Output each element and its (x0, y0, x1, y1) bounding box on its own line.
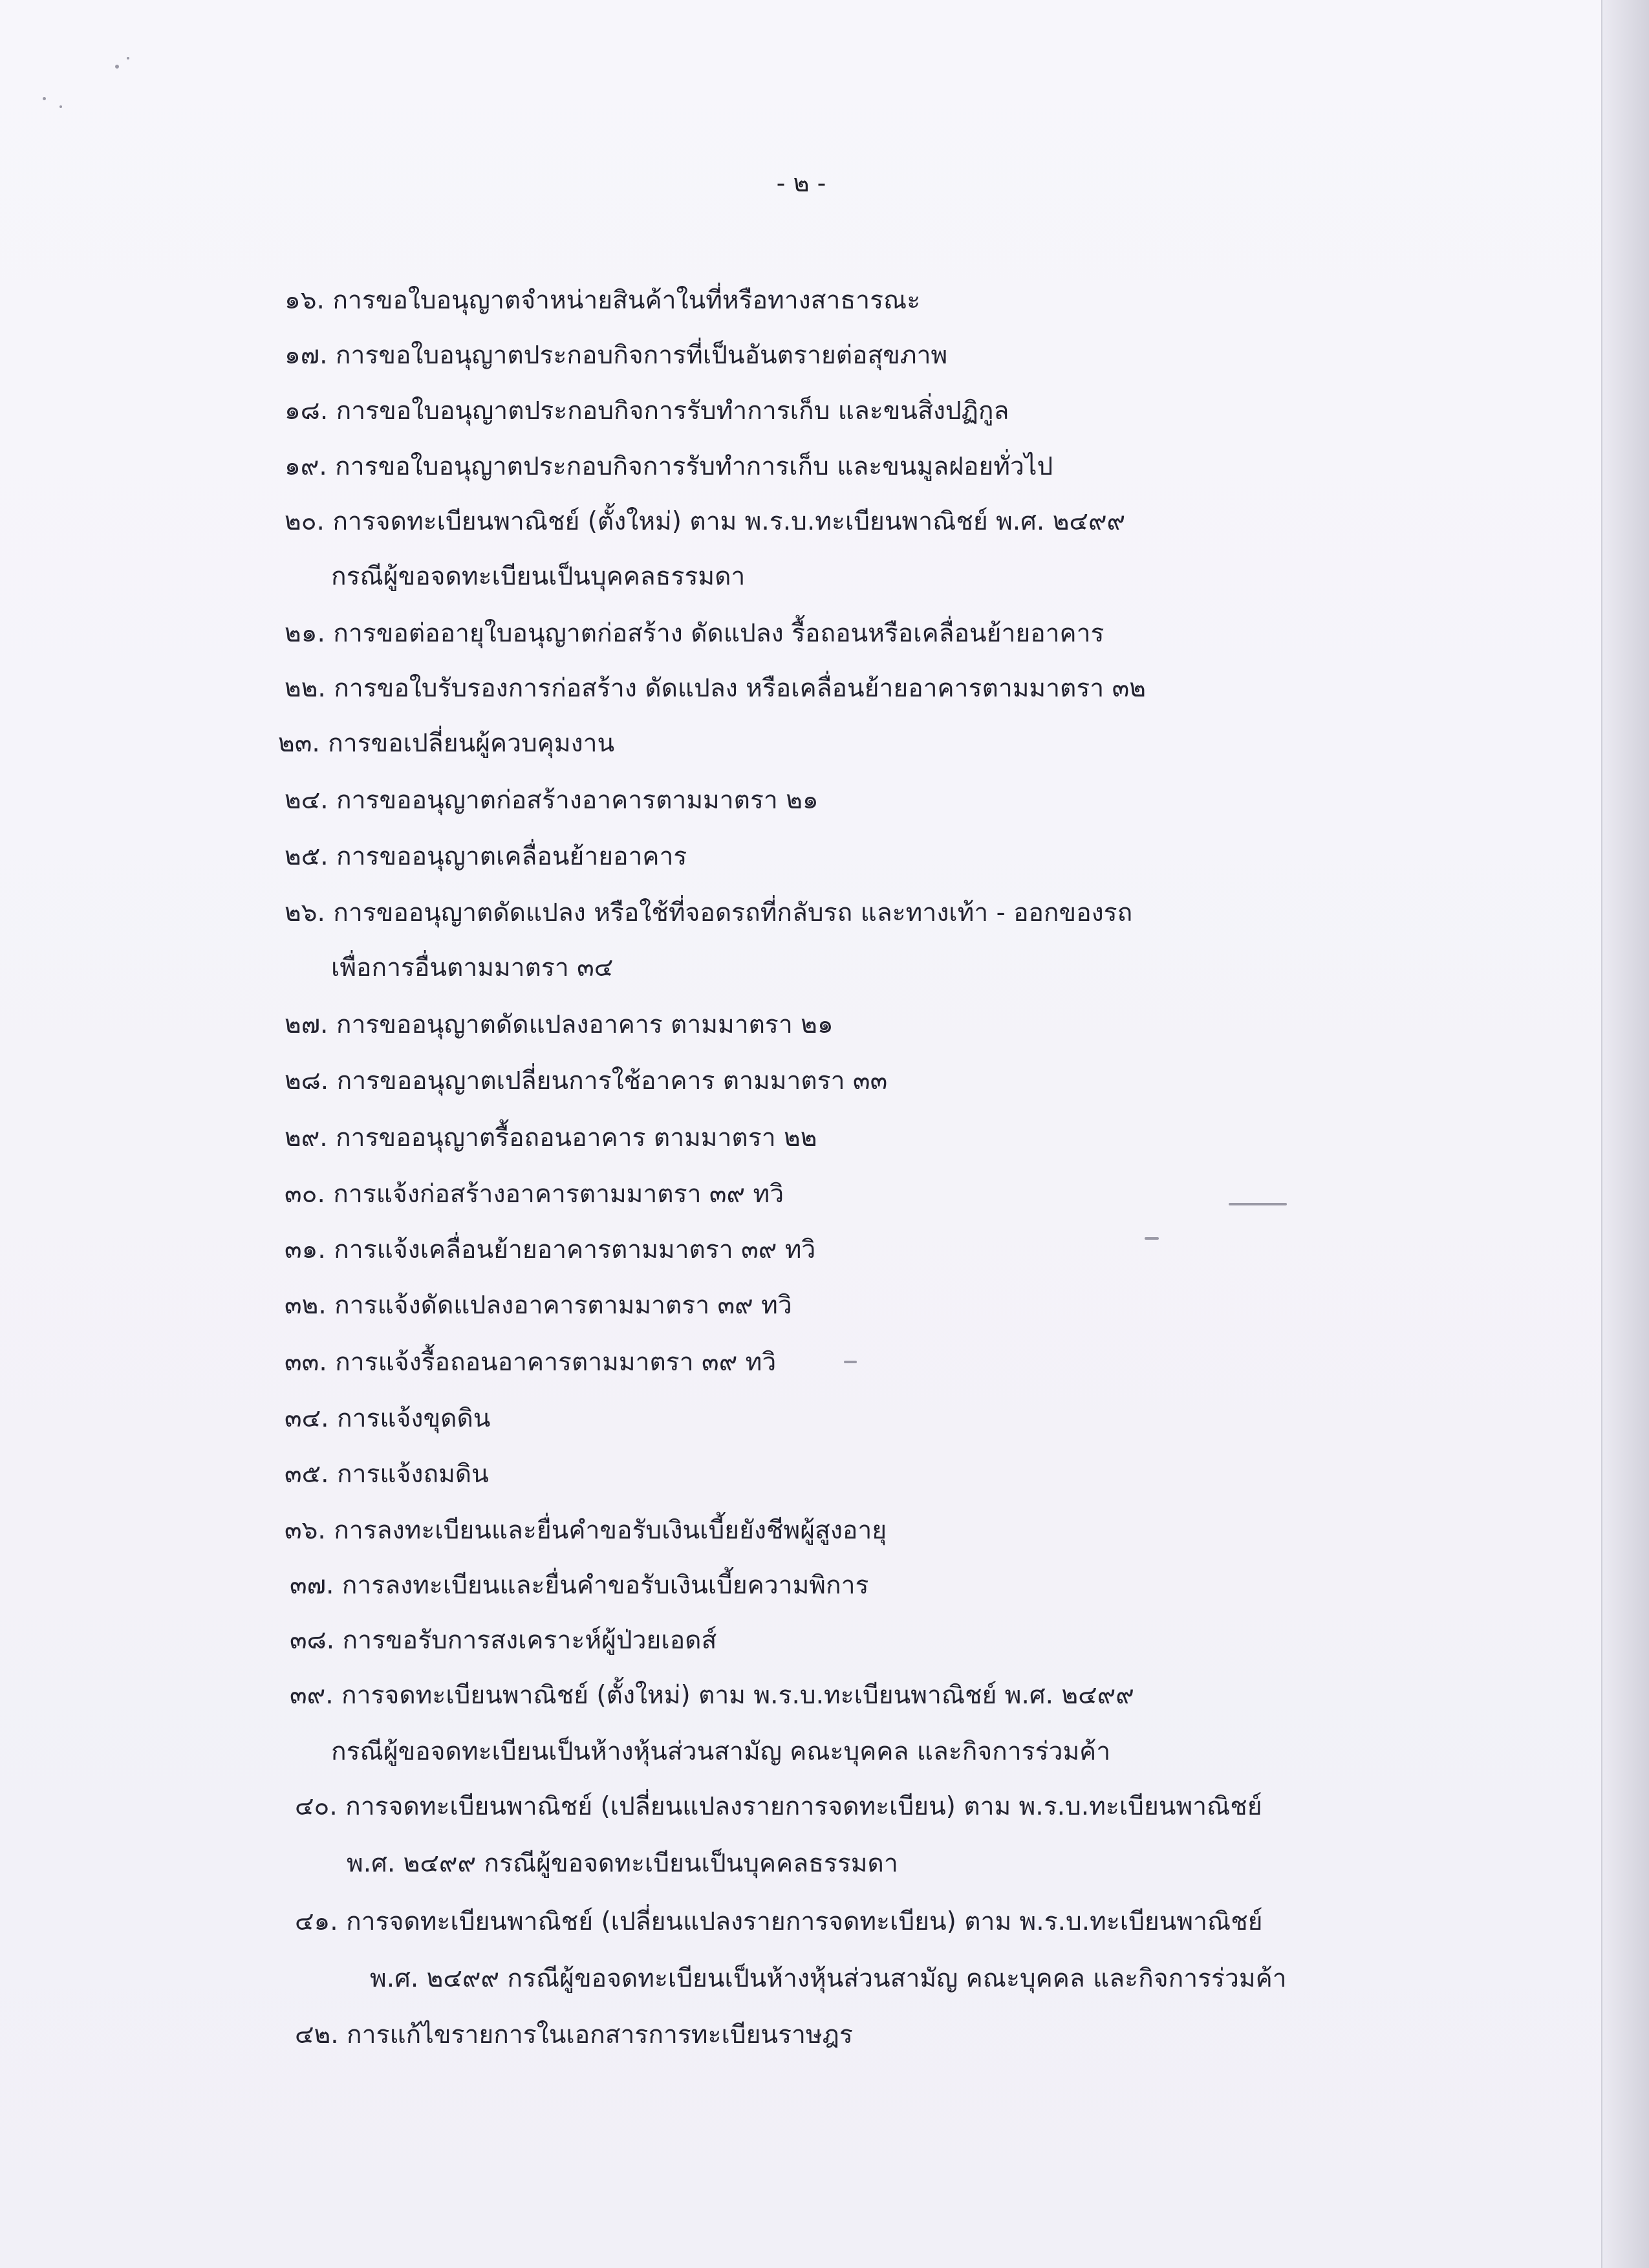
list-item (285, 1180, 784, 1209)
item-number: ๒๘. (285, 1066, 329, 1096)
list-item (285, 1517, 887, 1546)
scan-speck (127, 57, 129, 59)
item-text: การขอรับการสงเคราะห์ผู้ป่วยเอดส์ (334, 1626, 717, 1655)
list-item (295, 2021, 853, 2050)
item-text: การจดทะเบียนพาณิชย์ (เปลี่ยนแปลงรายการจดทะเบียน) ตาม พ.ร.บ.ทะเบียนพาณิชย์ (337, 1792, 1262, 1821)
list-item-continuation: พ.ศ. ๒๔๙๙ กรณีผู้ขอจดทะเบียนเป็นห้างหุ้นส่วนสามัญ คณะบุคคล และกิจการร่วมค้า (370, 1964, 1287, 1993)
item-text: การแจ้งเคลื่อนย้ายอาคารตามมาตรา ๓๙ ทวิ (325, 1235, 816, 1264)
list-item (295, 1908, 1263, 1937)
scan-speck (1229, 1203, 1287, 1205)
item-text: การลงทะเบียนและยื่นคำขอรับเงินเบี้ยความพิการ (334, 1571, 869, 1600)
list-item (285, 1291, 792, 1321)
item-text: การขออนุญาตรื้อถอนอาคาร ตามมาตรา ๒๒ (327, 1123, 817, 1152)
item-number: ๓๗. (290, 1571, 334, 1600)
item-number: ๒๐. (285, 507, 325, 536)
page-edge-shadow (1601, 0, 1649, 2268)
list-item (285, 1405, 490, 1434)
list-item-continuation: กรณีผู้ขอจดทะเบียนเป็นบุคคลธรรมดา (331, 562, 746, 591)
list-item-continuation: พ.ศ. ๒๔๙๙ กรณีผู้ขอจดทะเบียนเป็นบุคคลธรรมดา (347, 1849, 898, 1878)
list-item (285, 1067, 887, 1096)
page-number: - ๒ - (776, 169, 826, 197)
list-item (285, 786, 819, 815)
item-text: การขอต่ออายุใบอนุญาตก่อสร้าง ดัดแปลง รื้อถอนหรือเคลื่อนย้ายอาคาร (325, 619, 1105, 648)
item-text: การขอใบรับรองการก่อสร้าง ดัดแปลง หรือเคลื่อนย้ายอาคารตามมาตรา ๓๒ (325, 674, 1146, 703)
scan-speck (115, 65, 119, 69)
item-text: การลงทะเบียนและยื่นคำขอรับเงินเบี้ยยังชีพผู้สูงอายุ (325, 1516, 887, 1545)
item-number: ๒๙. (285, 1123, 328, 1152)
scan-speck (1145, 1237, 1159, 1240)
item-text: การแจ้งถมดิน (329, 1460, 489, 1489)
item-text: การขอใบอนุญาตจำหน่ายสินค้าในที่หรือทางสาธารณะ (324, 286, 921, 315)
item-text: การแจ้งดัดแปลงอาคารตามมาตรา ๓๙ ทวิ (326, 1291, 792, 1320)
item-text: การจดทะเบียนพาณิชย์ (ตั้งใหม่) ตาม พ.ร.บ.ทะเบียนพาณิชย์ พ.ศ. ๒๔๙๙ (333, 1681, 1134, 1710)
list-item-continuation: กรณีผู้ขอจดทะเบียนเป็นห้างหุ้นส่วนสามัญ คณะบุคคล และกิจการร่วมค้า (331, 1737, 1111, 1766)
item-text: การขออนุญาตดัดแปลง หรือใช้ที่จอดรถที่กลับรถ และทางเท้า - ออกของรถ (325, 898, 1133, 927)
list-item (285, 286, 920, 316)
scan-speck (43, 97, 46, 100)
item-number: ๓๒. (285, 1291, 327, 1320)
item-number: ๒๗. (285, 1010, 329, 1039)
item-number: ๔๑. (295, 1907, 338, 1936)
item-number: ๒๒. (285, 674, 326, 703)
list-item (285, 1460, 489, 1489)
scan-speck (59, 105, 62, 108)
list-item (285, 675, 1146, 704)
list-item (285, 1124, 817, 1153)
item-number: ๒๓. (278, 729, 320, 758)
list-item (285, 899, 1132, 928)
item-number: ๒๔. (285, 786, 329, 815)
list-item (278, 729, 614, 759)
list-item (285, 1236, 815, 1265)
item-text: การขออนุญาตก่อสร้างอาคารตามมาตรา ๒๑ (328, 786, 819, 815)
item-text: การขอใบอนุญาตประกอบกิจการที่เป็นอันตรายต่อสุขภาพ (327, 341, 948, 370)
item-number: ๒๕. (285, 842, 329, 871)
item-number: ๓๓. (285, 1348, 327, 1377)
item-text: การขออนุญาตเปลี่ยนการใช้อาคาร ตามมาตรา ๓๓ (329, 1066, 888, 1096)
list-item (285, 508, 1125, 537)
list-item (290, 1571, 868, 1601)
item-text: การขอใบอนุญาตประกอบกิจการรับทำการเก็บ และขนมูลฝอยทั่วไป (327, 452, 1053, 481)
list-item (285, 1348, 776, 1377)
item-text: การแก้ไขรายการในเอกสารการทะเบียนราษฎร (338, 2020, 853, 2049)
list-item (285, 341, 947, 371)
item-text: การขอใบอนุญาตประกอบกิจการรับทำการเก็บ และขนสิ่งปฏิกูล (328, 396, 1009, 426)
list-item (285, 1011, 834, 1040)
item-text: การขอเปลี่ยนผู้ควบคุมงาน (319, 729, 615, 758)
list-item (290, 1626, 717, 1656)
item-text: การแจ้งรื้อถอนอาคารตามมาตรา ๓๙ ทวิ (327, 1348, 777, 1377)
item-number: ๓๑. (285, 1235, 326, 1264)
item-number: ๔๒. (295, 2020, 339, 2049)
item-number: ๓๘. (290, 1626, 335, 1655)
item-number: ๓๔. (285, 1404, 329, 1433)
item-number: ๑๗. (285, 341, 328, 370)
scan-speck (844, 1361, 857, 1363)
item-number: ๓๐. (285, 1180, 325, 1209)
item-text: การแจ้งขุดดิน (329, 1404, 491, 1433)
list-item (285, 397, 1009, 426)
item-number: ๑๙. (285, 452, 327, 481)
list-item (285, 843, 687, 872)
item-number: ๑๖. (285, 286, 325, 315)
item-number: ๑๘. (285, 396, 329, 426)
list-item (295, 1793, 1262, 1822)
item-number: ๓๕. (285, 1460, 329, 1489)
item-text: การจดทะเบียนพาณิชย์ (ตั้งใหม่) ตาม พ.ร.บ.ทะเบียนพาณิชย์ พ.ศ. ๒๔๙๙ (324, 507, 1126, 536)
list-item (290, 1681, 1134, 1711)
item-text: การขออนุญาตดัดแปลงอาคาร ตามมาตรา ๒๑ (328, 1010, 834, 1039)
item-text: การขออนุญาตเคลื่อนย้ายอาคาร (328, 842, 687, 871)
item-number: ๒๑. (285, 619, 325, 648)
item-number: ๔๐. (295, 1792, 338, 1821)
list-item-continuation: เพื่อการอื่นตามมาตรา ๓๔ (331, 953, 614, 982)
list-item (285, 620, 1105, 649)
list-item (285, 453, 1053, 482)
item-text: การแจ้งก่อสร้างอาคารตามมาตรา ๓๙ ทวิ (325, 1180, 784, 1209)
item-text: การจดทะเบียนพาณิชย์ (เปลี่ยนแปลงรายการจดทะเบียน) ตาม พ.ร.บ.ทะเบียนพาณิชย์ (338, 1907, 1263, 1936)
item-number: ๓๖. (285, 1516, 326, 1545)
item-number: ๓๙. (290, 1681, 334, 1710)
item-number: ๒๖. (285, 898, 325, 927)
